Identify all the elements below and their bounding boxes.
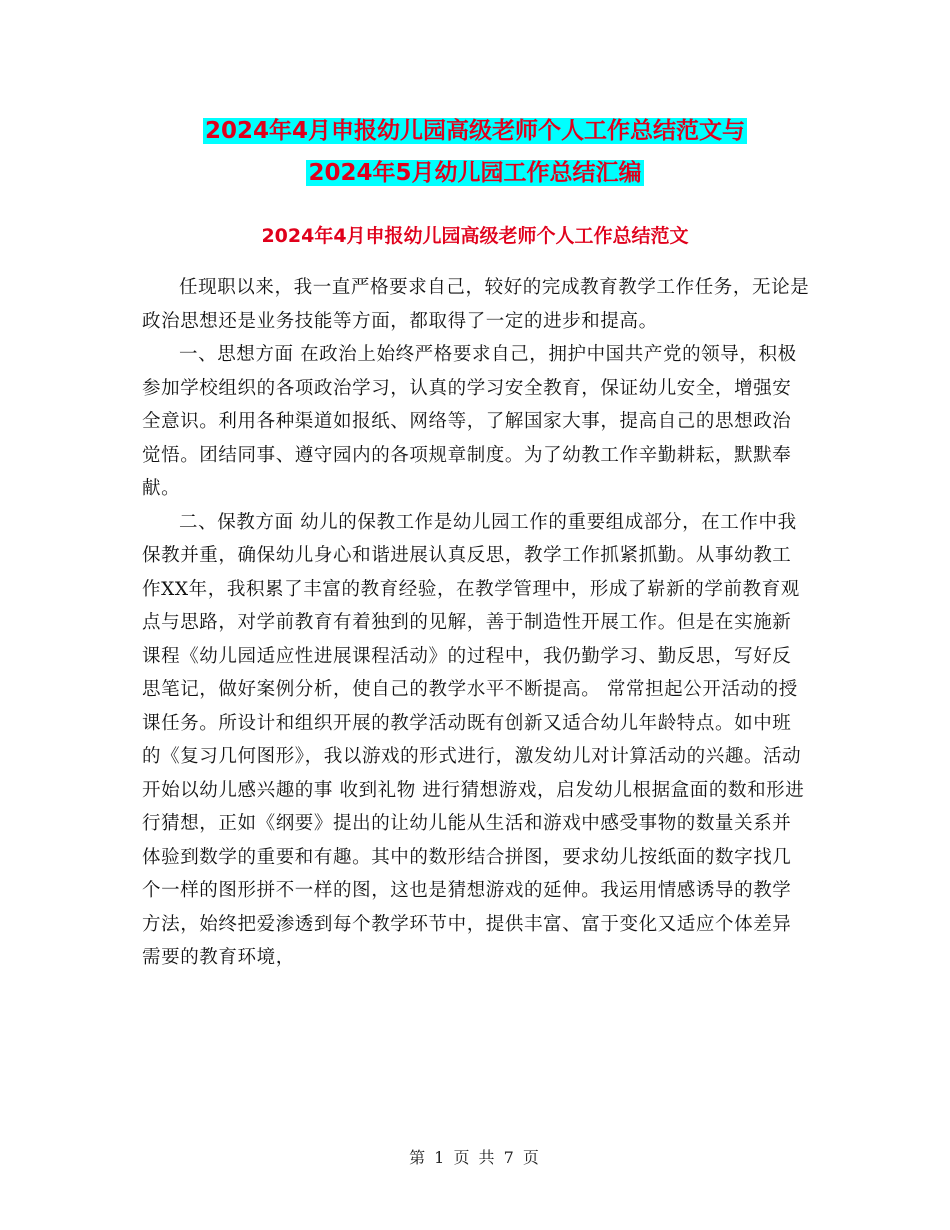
document-title-line-2 [0,152,950,194]
page-footer: 第 1 页 共 7 页 [409,1148,541,1167]
title-highlight: 2024年5月幼儿园工作总结汇编 [308,160,642,186]
title-highlight: 2024年4月申报幼儿园高级老师个人工作总结范文与 [204,118,746,144]
paragraph-ideology: 一、思想方面 在政治上始终严格要求自己，拥护中国共产党的领导，积极参加学校组织的各项政治学习，认真的学习安全教育，保证幼儿安全，增强安全意识。利用各种渠道如报纸、网络等，了解国家大事，提高自己的思想政治觉悟。团结同事、遵守园内的各项规章制度。为了幼教工作辛勤耕耘，默默奉献。 [142,344,797,499]
paragraph-teaching: 二、保教方面 幼儿的保教工作是幼儿园工作的重要组成部分，在工作中我保教并重，确保幼儿身心和谐进展认真反思，教学工作抓紧抓勤。从事幼教工作XX年，我积累了丰富的教育经验，在教学管理中，形成了崭新的学前教育观点与思路，对学前教育有着独到的见解，善于制造性开展工作。但是在实施新课程《幼儿园适应性进展课程活动》的过程中，我仍勤学习、勤反思，写好反思笔记，做好案例分析，使自己的教学水平不断提高。 常常担起公开活动的授课任务。所设计和组织开展的教学活动既有创新又适合幼儿年龄特点。如中班的《复习几何图形》，我以游戏的形式进行，激发幼儿对计算活动的兴趣。活动开始以幼儿感兴趣的事 收到礼物 进行猜想游戏，启发幼儿根据盒面的数和形进行猜想，正如《纲要》提出的让幼儿能从生活和游戏中感受事物的数量关系并体验到数学的重要和有趣。其中的数形结合拼图，要求幼儿按纸面的数字找几个一样的图形拼不一样的图，这也是猜想游戏的延伸。我运用情感诱导的教学方法，始终把爱渗透到每个教学环节中，提供丰富、富于变化又适应个体差异需要的教育环境， [142,511,805,968]
section-title: 2024年4月申报幼儿园高级老师个人工作总结范文 [261,225,689,247]
document-title [0,110,950,194]
document-title-line-1 [0,110,950,152]
document-body [142,271,810,975]
paragraph-intro: 任现职以来，我一直严格要求自己，较好的完成教育教学工作任务，无论是政治思想还是业务技能等方面，都取得了一定的进步和提高。 [142,277,810,332]
